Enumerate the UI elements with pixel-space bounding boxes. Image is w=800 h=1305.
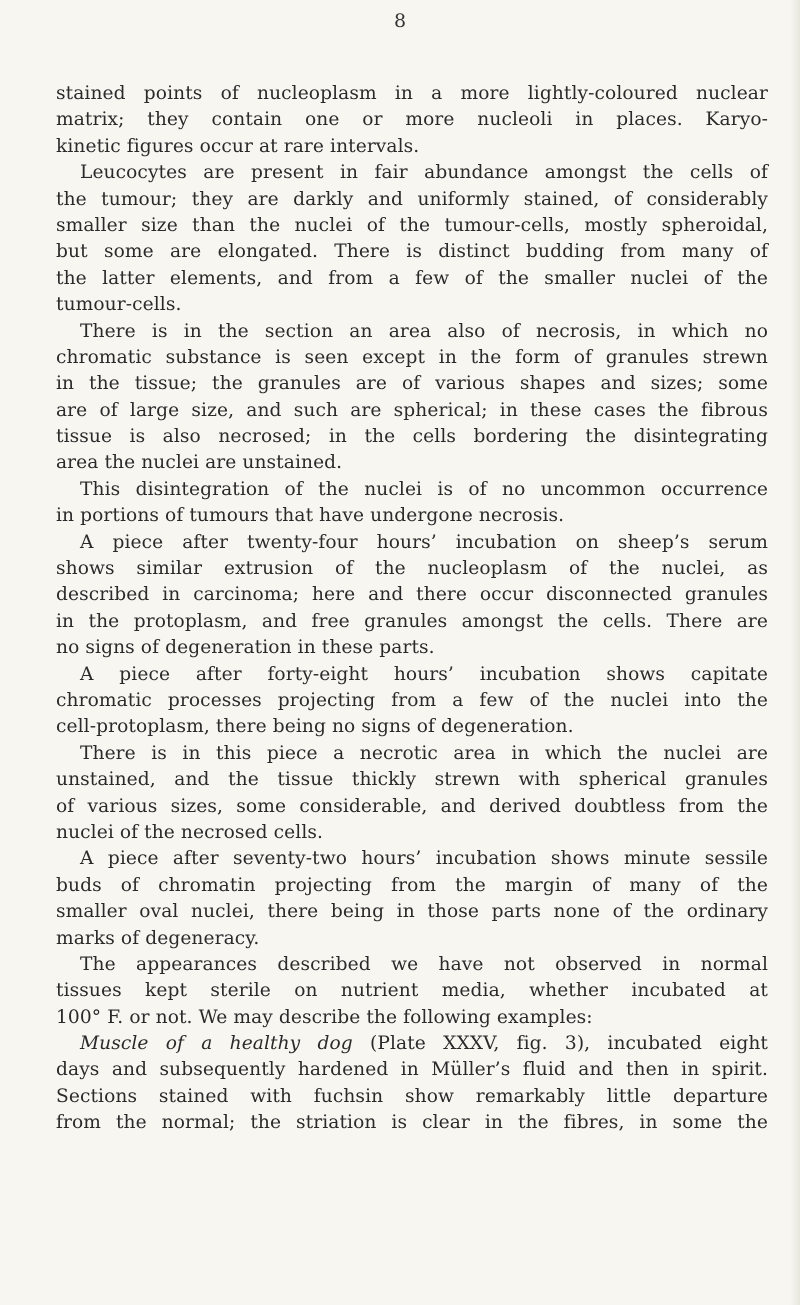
text-line: buds of chromatin projecting from the margin of many of the: [56, 874, 768, 896]
page-edge: [790, 0, 800, 1305]
text-line: in the tissue; the granules are of various shapes and sizes; some: [56, 373, 768, 395]
text-line: A piece after forty-eight hours’ incubation shows capitate: [80, 663, 768, 685]
text-line: Leucocytes are present in fair abundance amongst the cells of: [80, 162, 768, 184]
text-line: in portions of tumours that have undergone necrosis.: [56, 505, 565, 527]
text-line: matrix; they contain one or more nucleoli in places. Karyo-: [56, 109, 768, 131]
text-line: in the protoplasm, and free granules amongst the cells. There are: [56, 610, 768, 632]
text-line: There is in the section an area also of necrosis, in which no: [80, 320, 768, 342]
text-line: are of large size, and such are spherical; in these cases the fibrous: [56, 399, 768, 421]
text-line: Sections stained with fuchsin show remarkably little departure: [56, 1085, 768, 1107]
text-line: tumour-cells.: [56, 294, 182, 316]
text-line: the latter elements, and from a few of the smaller nuclei of the: [56, 267, 768, 289]
line-rest: (Plate XXXV, fig. 3), incubated eight: [352, 1033, 768, 1055]
text-line: unstained, and the tissue thickly strewn with spherical granules: [56, 769, 768, 791]
text-line: no signs of degeneration in these parts.: [56, 637, 435, 659]
text-line: stained points of nucleoplasm in a more lightly-coloured nuclear: [56, 83, 768, 104]
text-line: days and subsequently hardened in Müller’s fluid and then in spirit.: [56, 1059, 768, 1081]
text-line: The appearances described we have not observed in normal: [80, 953, 768, 975]
text-line: chromatic substance is seen except in the form of granules strewn: [56, 346, 768, 368]
text-line: from the normal; the striation is clear in the fibres, in some the: [56, 1112, 768, 1134]
text-line: described in carcinoma; here and there occur disconnected granules: [56, 584, 768, 606]
text-line: [56, 1031, 768, 1057]
text-line: of various sizes, some considerable, and derived doubtless from the: [56, 795, 768, 817]
text-line: marks of degeneracy.: [56, 927, 260, 949]
text-line: A piece after twenty-four hours’ incubation on sheep’s serum: [80, 531, 768, 553]
text-line: cell-protoplasm, there being no signs of degeneration.: [56, 716, 574, 738]
page-number: 8: [393, 10, 407, 32]
text-line: but some are elongated. There is distinct budding from many of: [56, 241, 768, 263]
text-line: tissue is also necrosed; in the cells bordering the disintegrating: [56, 426, 768, 448]
text-line: tissues kept sterile on nutrient media, whether incubated at: [56, 980, 768, 1002]
text-line: smaller size than the nuclei of the tumour-cells, mostly spheroidal,: [56, 214, 768, 236]
text-line: smaller oval nuclei, there being in those parts none of the ordinary: [56, 901, 768, 923]
text-line: nuclei of the necrosed cells.: [56, 821, 324, 843]
text-line: area the nuclei are unstained.: [56, 452, 343, 474]
text-line: shows similar extrusion of the nucleoplasm of the nuclei, as: [56, 558, 768, 580]
text-line: kinetic figures occur at rare intervals.: [56, 135, 420, 157]
body-text: [56, 81, 768, 1137]
text-line: This disintegration of the nuclei is of no uncommon occurrence: [80, 478, 768, 500]
text-line: the tumour; they are darkly and uniformly stained, of considerably: [56, 188, 768, 210]
text-line: There is in this piece a necrotic area in which the nuclei are: [80, 742, 768, 764]
italic-heading: Muscle of a healthy dog: [80, 1033, 353, 1055]
text-line: chromatic processes projecting from a few of the nuclei into the: [56, 689, 768, 711]
text-line: 100° F. or not. We may describe the following examples:: [56, 1006, 593, 1028]
text-line: A piece after seventy-two hours’ incubation shows minute sessile: [80, 848, 768, 870]
